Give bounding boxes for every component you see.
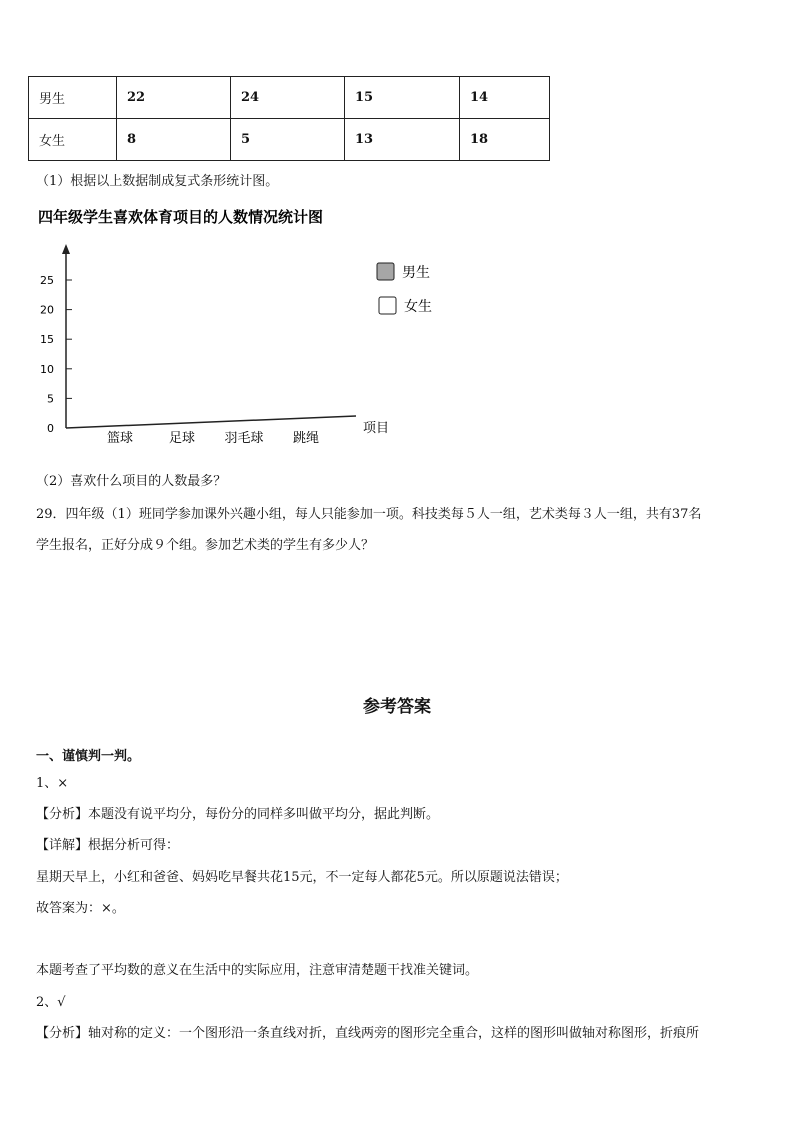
row-label: 男生 bbox=[29, 77, 117, 119]
table-cell: 14 bbox=[460, 77, 550, 119]
legend-swatch-girls bbox=[379, 297, 396, 314]
table-cell: 13 bbox=[345, 119, 460, 161]
table-cell: 24 bbox=[231, 77, 345, 119]
x-category-label: 羽毛球 bbox=[224, 431, 264, 446]
table-row bbox=[29, 119, 550, 161]
question-29-line1: 29．四年级（1）班同学参加课外兴趣小组，每人只能参加一项。科技类每５人一组，艺术类每３人一组，共有37名 bbox=[36, 507, 702, 522]
bar-chart bbox=[30, 200, 450, 450]
data-table bbox=[28, 76, 550, 161]
y-axis-arrow-icon bbox=[62, 244, 70, 254]
table-cell: 8 bbox=[117, 119, 231, 161]
answer-1-analysis: 【分析】本题没有说平均分，每份分的同样多叫做平均分，据此判断。 bbox=[36, 807, 440, 822]
x-category-label: 篮球 bbox=[106, 431, 134, 446]
x-axis-label: 项目 bbox=[363, 421, 390, 436]
y-tick-label: 20 bbox=[40, 303, 54, 317]
table-cell: 15 bbox=[345, 77, 460, 119]
table-cell: 5 bbox=[231, 119, 345, 161]
answer-2: 2、√ bbox=[36, 995, 66, 1010]
table-cell: 18 bbox=[460, 119, 550, 161]
answer-1-detail: 【详解】根据分析可得： bbox=[36, 838, 180, 853]
answer-title: 参考答案 bbox=[363, 697, 431, 717]
y-tick-label: 5 bbox=[47, 392, 54, 406]
answer-1-text1: 星期天早上，小红和爸爸、妈妈吃早餐共花15元，不一定每人都花5元。所以原题说法错误； bbox=[36, 870, 568, 885]
section-heading: 一、谨慎判一判。 bbox=[36, 749, 141, 764]
answer-2-analysis: 【分析】轴对称的定义：一个图形沿一条直线对折，直线两旁的图形完全重合，这样的图形叫做轴对称图形，折痕所 bbox=[36, 1026, 700, 1041]
legend-label-girls: 女生 bbox=[404, 299, 432, 315]
table-cell: 22 bbox=[117, 77, 231, 119]
legend-label-boys: 男生 bbox=[402, 265, 430, 281]
table-row bbox=[29, 77, 550, 119]
answer-1-text2: 故答案为：×。 bbox=[36, 901, 125, 916]
row-label: 女生 bbox=[29, 119, 117, 161]
answer-1-comment: 本题考查了平均数的意义在生活中的实际应用，注意审清楚题干找准关键词。 bbox=[36, 963, 479, 978]
y-tick-label: 0 bbox=[47, 422, 54, 435]
y-tick-label: 10 bbox=[40, 362, 54, 376]
x-category-label: 跳绳 bbox=[292, 431, 320, 446]
y-tick-label: 15 bbox=[40, 333, 54, 347]
chart-title: 四年级学生喜欢体育项目的人数情况统计图 bbox=[38, 208, 324, 226]
answer-1: 1、× bbox=[36, 776, 69, 791]
question-2: （2）喜欢什么项目的人数最多？ bbox=[36, 474, 227, 489]
x-axis bbox=[66, 416, 356, 428]
question-1: （1）根据以上数据制成复式条形统计图。 bbox=[36, 174, 279, 189]
x-category-label: 足球 bbox=[168, 431, 196, 446]
legend-swatch-boys bbox=[377, 263, 394, 280]
question-29-line2: 学生报名，正好分成９个组。参加艺术类的学生有多少人？ bbox=[36, 538, 375, 553]
y-tick-label: 25 bbox=[40, 274, 54, 287]
